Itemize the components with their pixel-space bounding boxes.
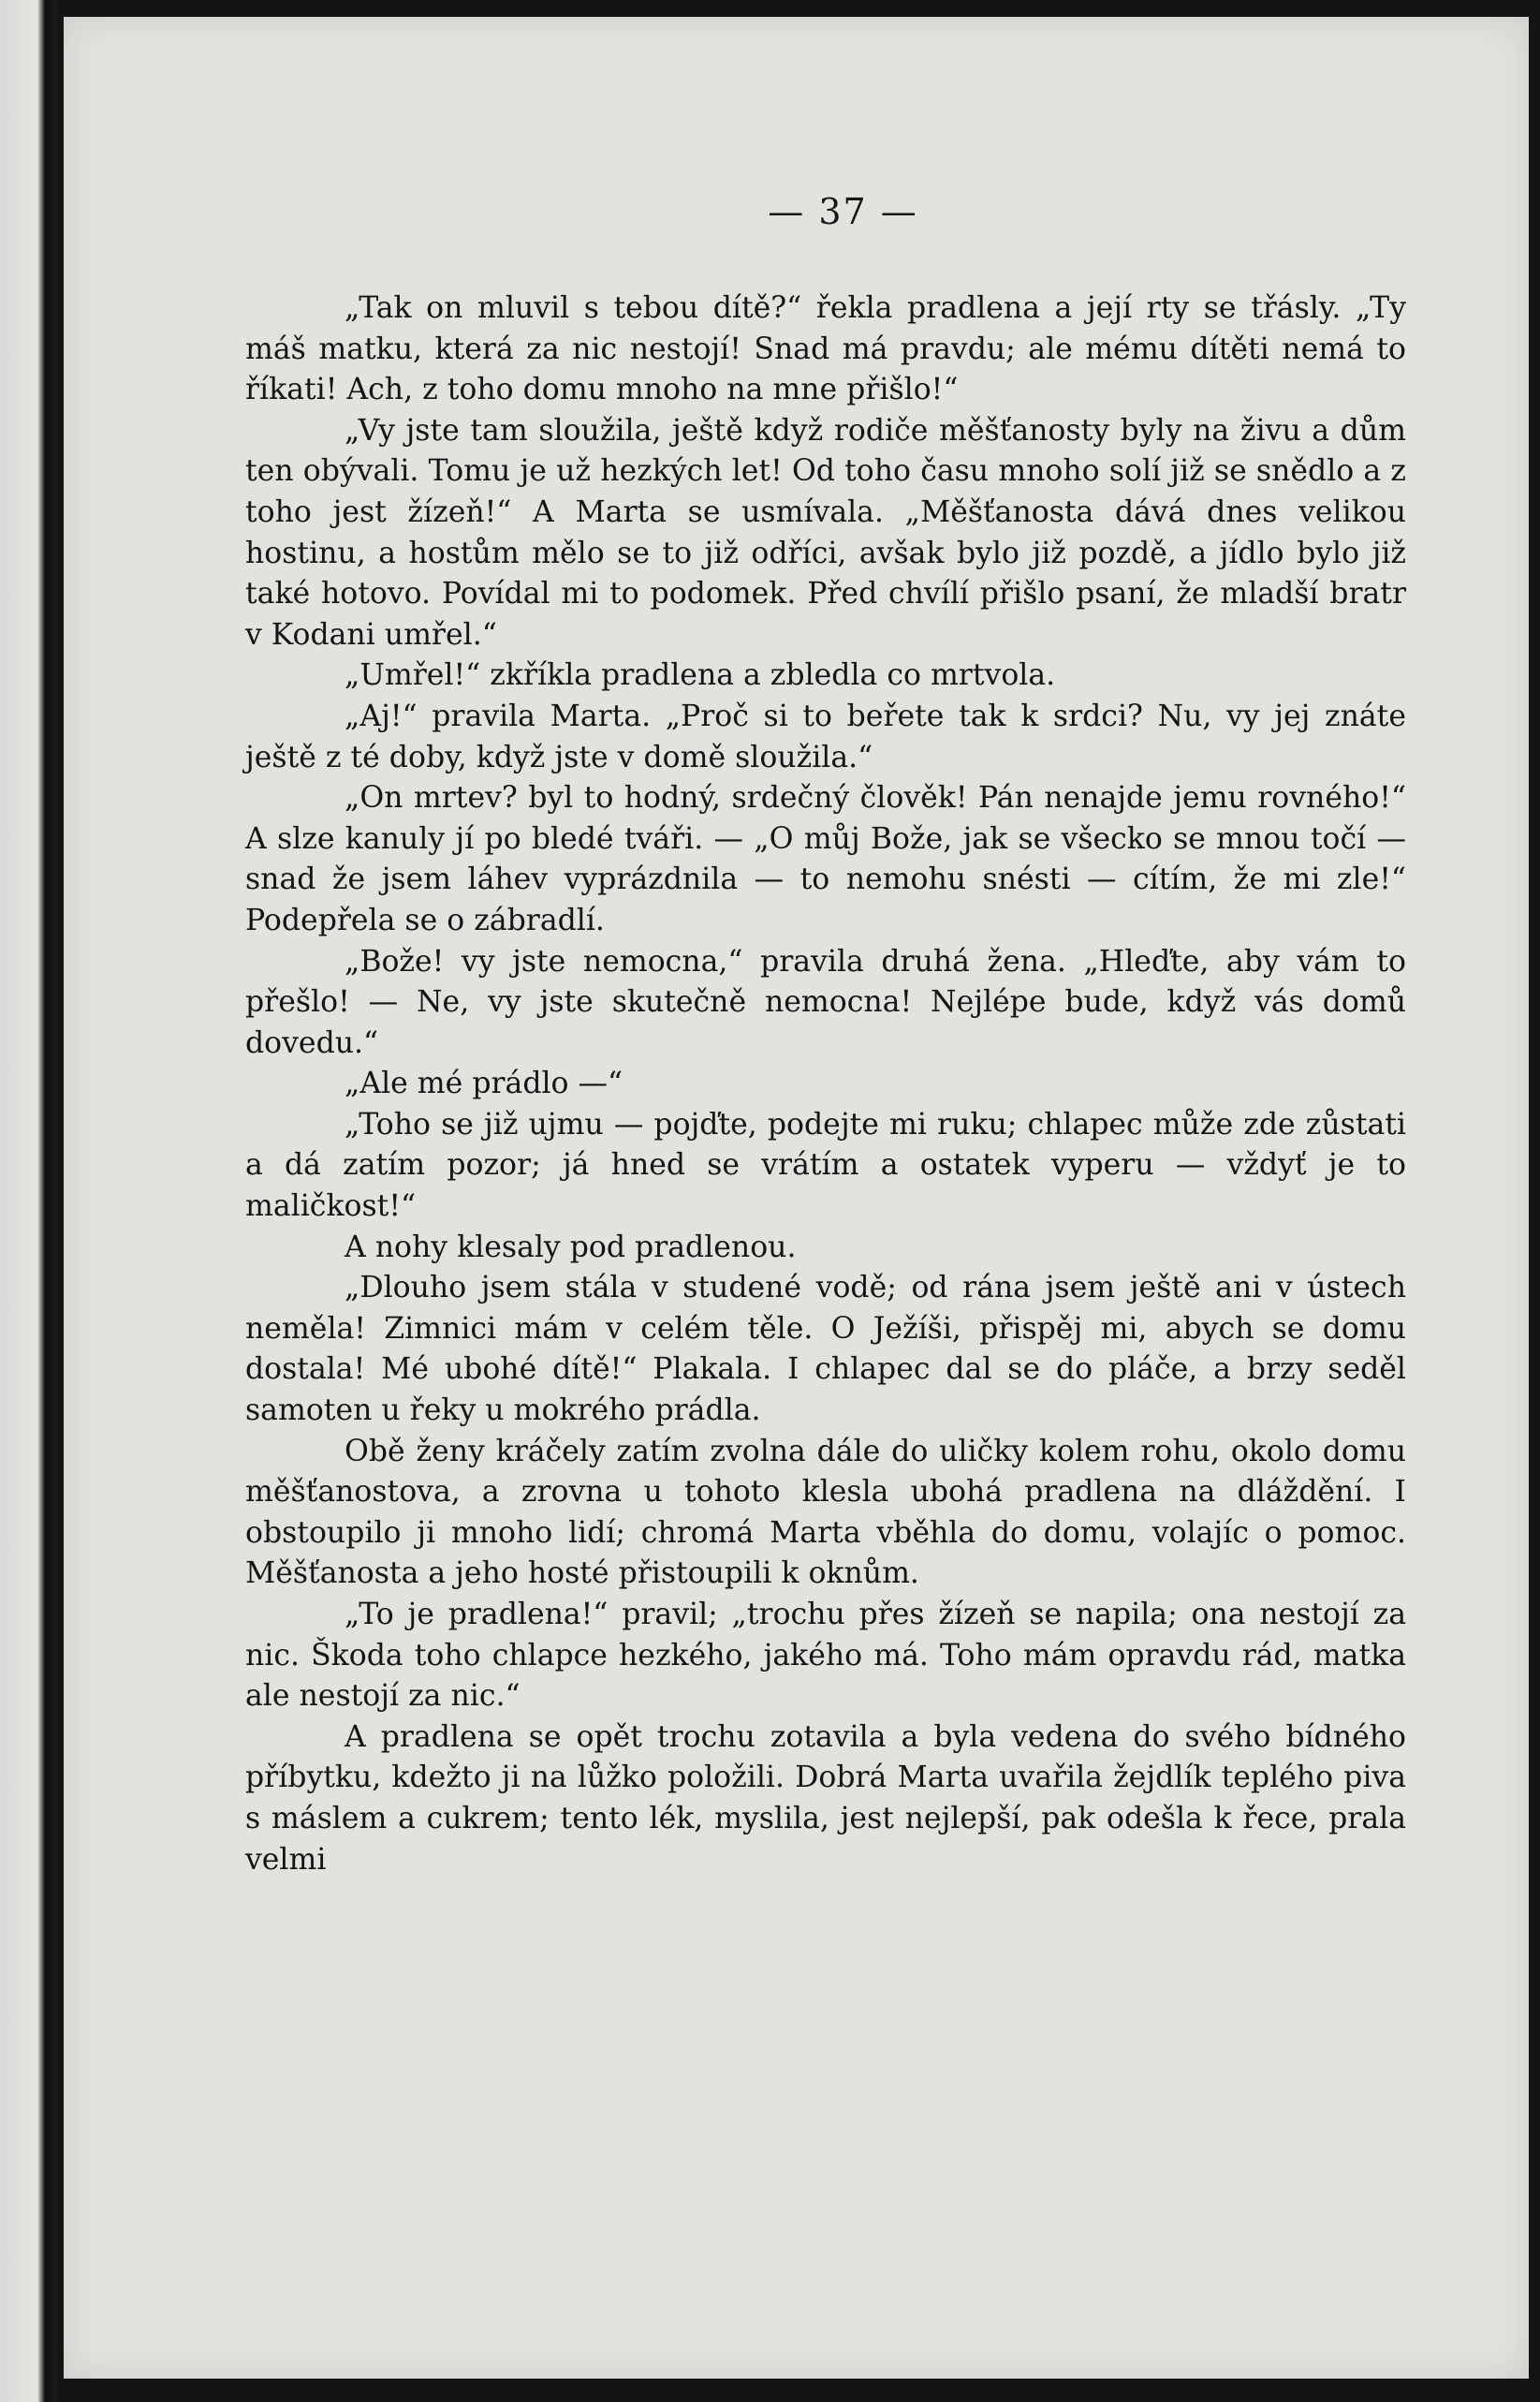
page-number: — 37 — (768, 191, 918, 232)
paragraph: „Toho se již ujmu — pojďte, podejte mi ruku; chlapec může zde zůstati a dá zatím pozor; já hned se vrátím a ostatek vyperu — vždyť je to maličkost!“ (245, 1107, 1406, 1224)
paragraph: A nohy klesaly pod pradlenou. (345, 1230, 797, 1264)
paragraph: „Vy jste tam sloužila, ještě když rodiče měšťanosty byly na živu a dům ten obývali. Tomu je už hezkých let! Od toho času mnoho solí již se snědlo a z toho jest žízeň!“ A Marta se usmívala. „Měšťanosta dává dnes velikou hostinu, a hostům mělo se to již odříci, avšak bylo již pozdě, a jídlo bylo již také hotovo. Povídal mi to podomek. Před chvílí přišlo psaní, že mladší bratr v Kodani umřel.“ (245, 413, 1406, 652)
paragraph: „Dlouho jsem stála v studené vodě; od rána jsem ještě ani v ústech neměla! Zimnici mám v celém těle. O Ježíši, přispěj mi, abych se domu dostala! Mé ubohé dítě!“ Plakala. I chlapec dal se do pláče, a brzy seděl samoten u řeky u mokrého prádla. (245, 1271, 1406, 1428)
book-page (64, 17, 1529, 2379)
paragraph: „Umřel!“ zkříkla pradlena a zbledla co mrtvola. (345, 658, 1056, 693)
paragraph: Obě ženy kráčely zatím zvolna dále do uličky kolem rohu, okolo domu měšťanostova, a zrovna u tohoto klesla ubohá pradlena na dláždění. I obstoupilo ji mnoho lidí; chromá Marta vběhla do domu, volajíc o pomoc. Měšťanosta a jeho hosté přistoupili k oknům. (245, 1434, 1406, 1591)
paragraph: „On mrtev? byl to hodný, srdečný člověk! Pán nenajde jemu rovného!“ A slze kanuly jí po bledé tváři. — „O můj Bože, jak se všecko se mnou točí — snad že jsem láhev vyprázdnila — to nemohu snésti — cítím, že mi zle!“ Podepřela se o zábradlí. (245, 781, 1406, 937)
paragraph: „Tak on mluvil s tebou dítě?“ řekla pradlena a její rty se třásly. „Ty máš matku, která za nic nestojí! Snad má pravdu; ale mému dítěti nemá to říkati! Ach, z toho domu mnoho na mne přišlo!“ (245, 291, 1406, 407)
paragraph: „Bože! vy jste nemocna,“ pravila druhá žena. „Hleďte, aby vám to přešlo! — Ne, vy jste skutečně nemocna! Nejlépe bude, když vás domů dovedu.“ (245, 944, 1406, 1060)
paragraph: „Aj!“ pravila Marta. „Proč si to beřete tak k srdci? Nu, vy jej znáte ještě z té doby, když jste v domě sloužila.“ (245, 699, 1406, 774)
binding-edge (0, 0, 58, 2402)
paragraph: „To je pradlena!“ pravil; „trochu přes žízeň se napila; ona nestojí za nic. Škoda toho chlapce hezkého, jakého má. Toho mám opravdu rád, matka ale nestojí za nic.“ (245, 1598, 1406, 1714)
body-text (245, 288, 1406, 1880)
paragraph: „Ale mé prádlo —“ (345, 1067, 623, 1101)
paragraph: A pradlena se opět trochu zotavila a byla vedena do svého bídného příbytku, kdežto ji na lůžko položili. Dobrá Marta uvařila žejdlík teplého piva s máslem a cukrem; tento lék, myslila, jest nejlepší, pak odešla k řece, prala velmi (245, 1719, 1406, 1877)
